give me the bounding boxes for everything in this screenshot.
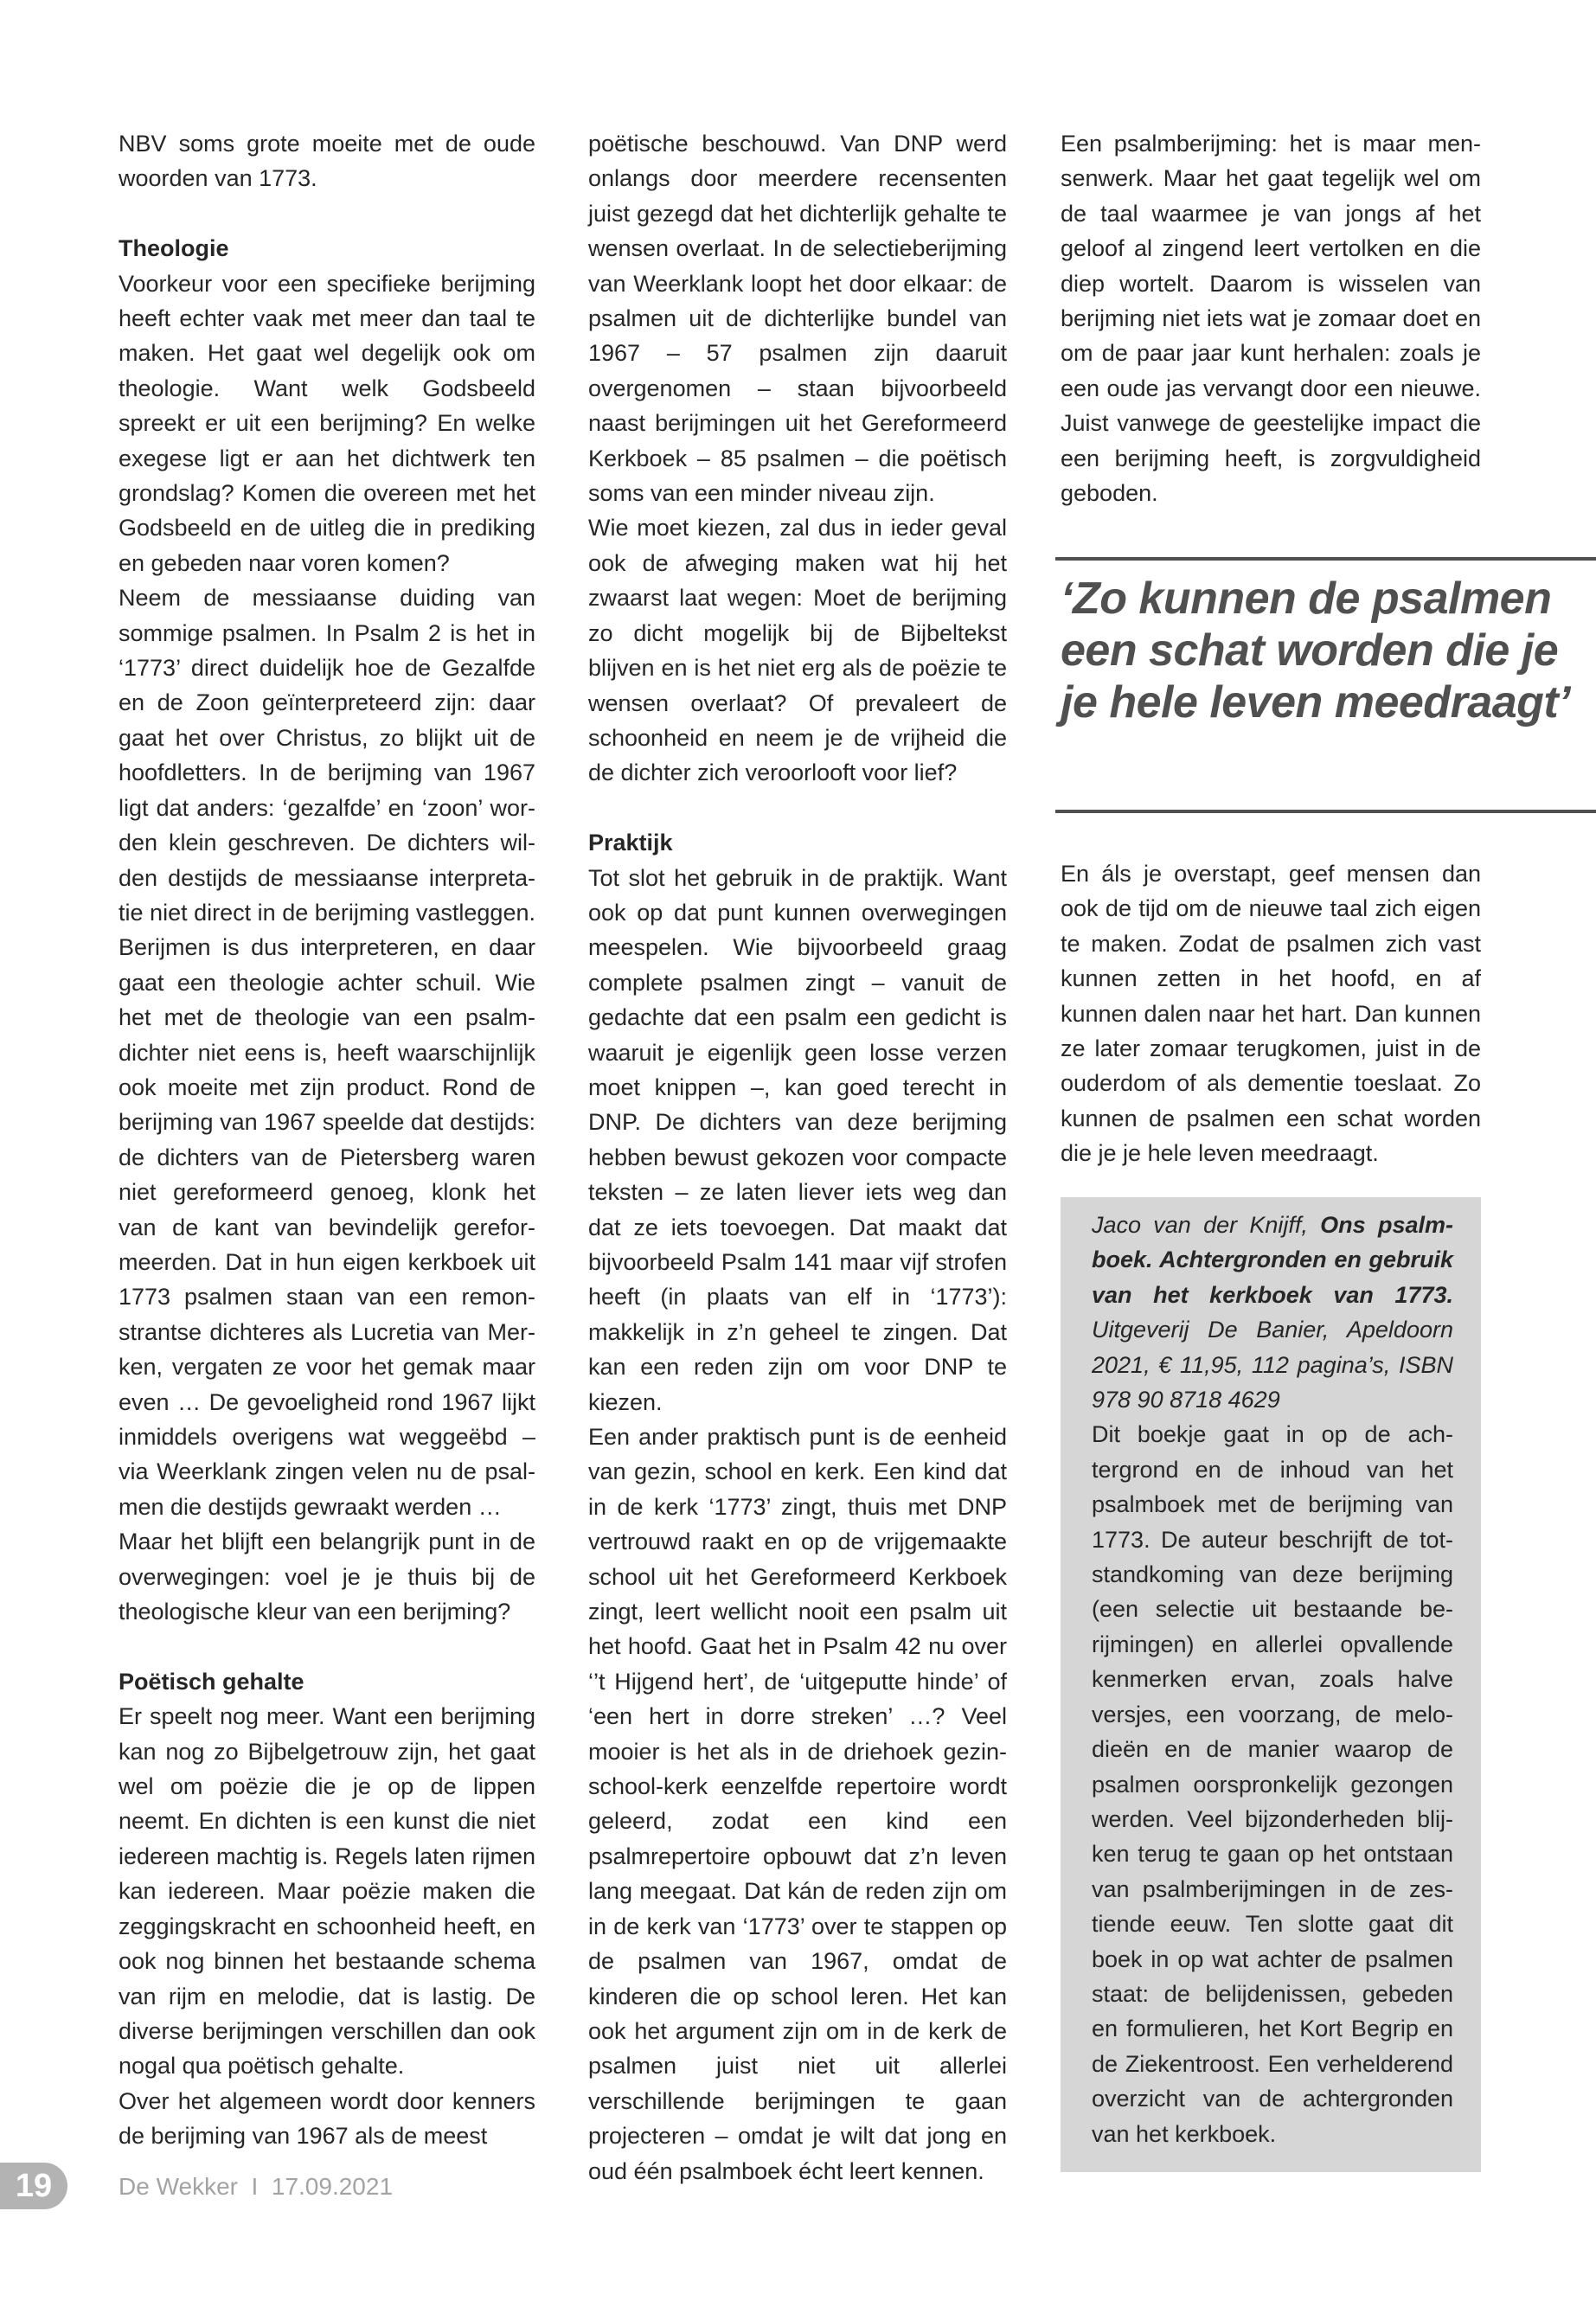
book-description: Dit boekje gaat in op de achtergrond en de inhoud van het psalmboek met de berijming van 1773. De auteur beschrijft de totstandkoming van deze berijming (een selectie uit bestaande berijmingen) en allerlei opvallende kenmerken ervan, zoals halve versjes, een voorzang, de melodieën en de manier waarop de psalmen oorspronkelijk gezongen werden. Veel bijzonderheden blijken terug te gaan op het ontstaan van psalmberijmingen in de zestiende eeuw. Ten slotte gaat dit boek in op wat achter de psalmen staat: de belijdenissen, gebeden en formulieren, het Kort Begrip en de Ziekentroost. Een verhelderend overzicht van de achtergronden van het kerkboek.: [1092, 1421, 1453, 2147]
paragraph: Wie moet kiezen, zal dus in ieder geval ook de afweging maken wat hij het zwaarst laat wegen: Moet de berijming zo dicht mogelijk bij de Bijbeltekst blijven en is het niet erg als de poëzie te wensen overlaat? Of prevaleert de schoonheid en neem je de vrijheid die de dichter zich veroorlooft voor lief?: [588, 515, 1007, 786]
pull-quote-rule-bottom: [1055, 810, 1596, 813]
book-author: Jaco van der Knijff,: [1092, 1212, 1308, 1238]
footer-separator: I: [251, 2173, 259, 2200]
paragraph: Een ander praktisch punt is de eenheid van gezin, school en kerk. Een kind dat in de kerk ‘1773’ zingt, thuis met DNP vertrouwd raakt en op de vrijgemaakte school uit het Gereformeerd Kerkboek zingt, leert wellicht nooit een psalm uit het hoofd. Gaat het in Psalm 42 nu over ‘’t Hijgend hert’, de ‘uitgeputte hinde’ of ‘een hert in dorre streken’ …? Veel mooier is het als in de driehoek gezin-school-kerk eenzelfde repertoire wordt geleerd, zodat een kind een psalmrepertoire opbouwt dat z’n leven lang meegaat. Dat kán de reden zijn om in de kerk van ‘1773’ over te stappen op de psalmen van 1967, omdat de kinderen die op school leren. Het kan ook het argument zijn om in de kerk de psalmen juist niet uit allerlei verschillende berijmingen te gaan projecteren – omdat je wilt dat jong en oud één psalmboek écht leert kennen.: [588, 1424, 1007, 2184]
paragraph: poëtische beschouwd. Van DNP werd onlangs door meerdere recensenten juist gezegd dat het dichterlijk gehalte te wensen overlaat. In de selectieberijming van Weerklank loopt het door elkaar: de psalmen uit de dichterlijke bundel van 1967 – 57 psalmen zijn daaruit overgenomen – staan bijvoorbeeld naast berijmingen uit het Gereformeerd Kerkboek – 85 psalmen – die poëtisch soms van een minder niveau zijn.: [588, 131, 1007, 507]
pull-quote-rule-top: [1055, 557, 1596, 561]
column-3-continued: [1061, 856, 1481, 1171]
paragraph: Voorkeur voor een specifieke berijming heeft echter vaak met meer dan taal te maken. Het gaat wel degelijk ook om theologie. Want welk Godsbeeld spreekt er uit een berijming? En welke exegese ligt er aan het dichtwerk ten grondslag? Komen die overeen met het Godsbeeld en de uitleg die in prediking en gebeden naar voren komen?: [119, 270, 535, 576]
issue-date: 17.09.2021: [271, 2173, 394, 2200]
section-heading-theologie: Theologie: [119, 235, 229, 262]
column-3: [1061, 126, 1481, 510]
column-2: [588, 126, 1007, 2189]
paragraph: Tot slot het gebruik in de praktijk. Want ook op dat punt kunnen overwegingen meespelen. Wie bijvoorbeeld graag complete psalmen zingt – vanuit de gedachte dat een psalm een gedicht is waaruit je eigenlijk geen losse verzen moet knippen –, kan goed terecht in DNP. De dichters van deze berijming hebben bewust gekozen voor compacte teksten – ze laten liever iets weg dan dat ze iets toevoegen. Dat maakt dat bijvoorbeeld Psalm 141 maar vijf strofen heeft (in plaats van elf in ‘1773’): makkelijk in z’n geheel te zingen. Dat kan een reden zijn om voor DNP te kiezen.: [588, 864, 1007, 1415]
page-number-tab: 19: [0, 2163, 67, 2209]
book-review-box: [1061, 1197, 1481, 2172]
book-publisher: Uitgeverij De Banier, Apeldoorn 2021, € 11,95, 112 pagina’s, ISBN 978 90 8718 4629: [1092, 1317, 1453, 1413]
publication-name: De Wekker: [119, 2173, 238, 2200]
book-title: Ons psalmboek. Achtergronden en gebruik van het kerkboek van 1773.: [1092, 1212, 1453, 1308]
paragraph: Er speelt nog meer. Want een berijming kan nog zo Bijbelgetrouw zijn, het gaat wel om poëzie die je op de lippen neemt. En dichten is een kunst die niet iedereen machtig is. Regels laten rijmen kan iedereen. Maar poëzie maken die zeggingskracht en schoonheid heeft, en ook nog binnen het bestaande schema van rijm en melodie, dat is lastig. De diverse berijmingen verschillen dan ook nogal qua poëtisch gehalte.: [119, 1703, 535, 2080]
section-heading-praktijk: Praktijk: [588, 830, 673, 856]
paragraph: Over het algemeen wordt door kenners de berijming van 1967 als de meest: [119, 2087, 535, 2150]
section-heading-poetisch-gehalte: Poëtisch gehalte: [119, 1668, 304, 1695]
paragraph: En áls je overstapt, geef mensen dan ook de tijd om de nieuwe taal zich eigen te maken. Zodat de psalmen zich vast kunnen zetten in het hoofd, en af kunnen dalen naar het hart. Dan kunnen ze later zomaar terugkomen, juist in de ouderdom of als dementie toeslaat. Zo kunnen de psalmen een schat worden die je je hele leven meedraagt.: [1061, 861, 1481, 1167]
book-reference: [1092, 1208, 1453, 1417]
paragraph: Neem de messiaanse duiding van sommige psalmen. In Psalm 2 is het in ‘1773’ direct duidelijk hoe de Gezalfde en de Zoon geïnterpreteerd zijn: daar gaat het over Christus, zo blijkt uit de hoofdletters. In de berijming van 1967 ligt dat anders: ‘gezalfde’ en ‘zoon’ worden klein geschreven. De dichters wilden destijds de messiaanse interpretatie niet direct in de berijming vastleggen. Berijmen is dus interpreteren, en daar gaat een theologie achter schuil. Wie het met de theologie van een psalmdichter niet eens is, heeft waarschijnlijk ook moeite met zijn product. Rond de berijming van 1967 speelde dat destijds: de dichters van de Pietersberg waren niet gereformeerd genoeg, klonk het van de kant van bevindelijk gereformeerden. Dat in hun eigen kerkboek uit 1773 psalmen staan van een remonstrantse dichteres als Lucretia van Merken, vergaten ze voor het gemak maar even … De gevoeligheid rond 1967 lijkt inmiddels overigens wat weggeëbd – via Weerklank zingen velen nu de psalmen die destijds gewraakt werden …: [119, 585, 535, 1520]
column-1: [119, 126, 535, 2154]
paragraph: NBV soms grote moeite met de oude woorden van 1773.: [119, 131, 535, 192]
paragraph: Een psalmberijming: het is maar mensenwerk. Maar het gaat tegelijk wel om de taal waarmee je van jongs af het geloof al zingend leert vertolken en die diep wortelt. Daarom is wisselen van berijming niet iets wat je zomaar doet en om de paar jaar kunt herhalen: zoals je een oude jas vervangt door een nieuwe. Juist vanwege de geestelijke impact die een berijming heeft, is zorgvuldigheid geboden.: [1061, 131, 1481, 507]
footer: [119, 2170, 393, 2204]
paragraph: Maar het blijft een belangrijk punt in de overwegingen: voel je je thuis bij de theologische kleur van een berijming?: [119, 1529, 535, 1625]
pull-quote: ‘Zo kunnen de psalmen een schat worden die je je hele leven meedraagt’: [1061, 574, 1571, 727]
